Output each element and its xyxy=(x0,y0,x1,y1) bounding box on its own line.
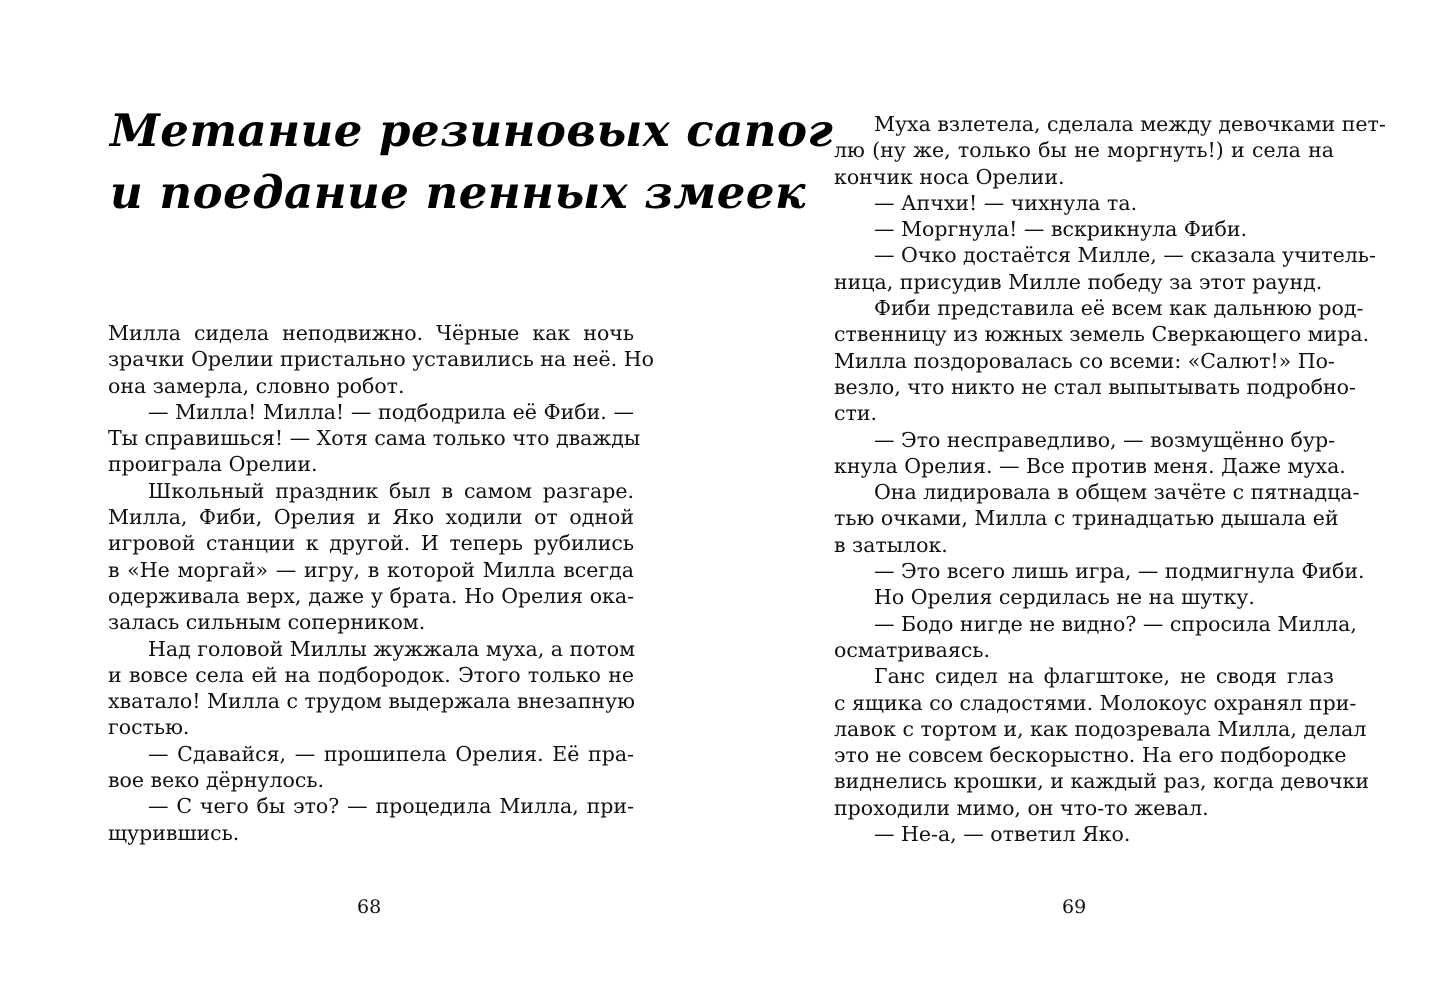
text-line: везло, что никто не стал выпытывать подробно- xyxy=(834,374,1356,399)
text-line: — Не-а, — ответил Яко. xyxy=(874,822,1131,847)
text-line: гостью. xyxy=(108,715,190,740)
text-line: Ты справишься! — Хотя сама только что дважды xyxy=(108,426,641,451)
text-line: ственницу из южных земель Сверкающего мира. xyxy=(834,322,1370,347)
text-line: — Бодо нигде не видно? — спросила Милла, xyxy=(874,611,1357,636)
text-line: Милла, Фиби, Орелия и Яко ходили от одной xyxy=(108,505,634,530)
text-line: с ящика со сладостями. Молокоус охранял при- xyxy=(834,690,1357,715)
text-line: хватало! Милла с трудом выдержала внезапную xyxy=(108,689,635,714)
text-line: — Моргнула! — вскрикнула Фиби. xyxy=(874,217,1248,242)
text-line: лю (ну же, только бы не моргнуть!) и села на xyxy=(834,138,1334,163)
text-line: Но Орелия сердилась не на шутку. xyxy=(874,585,1255,610)
text-line: проходили мимо, он что-то жевал. xyxy=(834,795,1209,820)
text-line: в «Не моргай» — игру, в которой Милла всегда xyxy=(108,557,634,582)
left-page-text xyxy=(108,320,654,846)
text-line: ница, присудив Милле победу за этот раунд. xyxy=(834,269,1323,294)
text-line: осматриваясь. xyxy=(834,637,990,662)
text-line: Милла поздоровалась со всеми: «Салют!» По- xyxy=(834,348,1335,373)
chapter-title-line: Метание резиновых сапог xyxy=(110,104,834,157)
text-line: Школьный праздник был в самом разгаре. xyxy=(148,478,634,503)
text-line: — Сдавайся, — прошипела Орелия. Её пра- xyxy=(148,741,634,766)
text-line: кнула Орелия. — Все против меня. Даже муха. xyxy=(834,453,1346,478)
chapter-title xyxy=(110,100,834,224)
right-page-text xyxy=(834,111,1386,847)
text-line: — Апчхи! — чихнула та. xyxy=(874,190,1138,215)
text-line: — Очко достаётся Милле, — сказала учитель- xyxy=(874,243,1376,268)
text-line: это не совсем бескорыстно. На его подбородке xyxy=(834,743,1347,768)
text-line: — Милла! Милла! — подбодрила её Фиби. — xyxy=(148,399,634,424)
text-line: Она лидировала в общем зачёте с пятнадца- xyxy=(874,480,1360,505)
text-line: одерживала верх, даже у брата. Но Орелия ока- xyxy=(108,583,634,608)
text-line: кончик носа Орелии. xyxy=(834,164,1065,189)
text-line: проиграла Орелии. xyxy=(108,452,318,477)
text-line: Милла сидела неподвижно. Чёрные как ночь xyxy=(108,321,634,345)
text-line: в затылок. xyxy=(834,532,948,557)
text-line: и вовсе села ей на подбородок. Этого только не xyxy=(108,662,634,687)
right-page xyxy=(723,0,1445,997)
text-line: зрачки Орелии пристально уставились на неё. Но xyxy=(108,347,654,372)
text-line: тью очками, Милла с тринадцатью дышала ей xyxy=(834,506,1339,531)
text-line: она замерла, словно робот. xyxy=(108,373,405,398)
text-line: игровой станции к другой. И теперь рубились xyxy=(108,531,634,556)
text-line: лавок с тортом и, как подозревала Милла, делал xyxy=(834,716,1367,741)
text-line: залась сильным соперником. xyxy=(108,610,426,635)
text-line: виднелись крошки, и каждый раз, когда девочки xyxy=(834,769,1369,794)
page-number-left: 68 xyxy=(357,896,382,918)
text-line: — С чего бы это? — процедила Милла, при- xyxy=(148,794,634,819)
page-number-right: 69 xyxy=(1062,896,1087,918)
text-line: — Это всего лишь игра, — подмигнула Фиби. xyxy=(874,559,1365,584)
text-line: Муха взлетела, сделала между девочками пет- xyxy=(874,112,1386,136)
text-line: Над головой Миллы жужжала муха, а потом xyxy=(148,636,636,661)
text-line: Ганс сидел на флагштоке, не сводя глаз xyxy=(874,664,1334,689)
text-line: щурившись. xyxy=(108,820,240,845)
text-line: — Это несправедливо, — возмущённо бур- xyxy=(874,427,1335,452)
text-line: сти. xyxy=(834,401,878,426)
text-line: вое веко дёрнулось. xyxy=(108,768,325,793)
chapter-title-line: и поедание пенных змеек xyxy=(110,166,806,219)
text-line: Фиби представила её всем как дальнюю род- xyxy=(874,296,1364,321)
